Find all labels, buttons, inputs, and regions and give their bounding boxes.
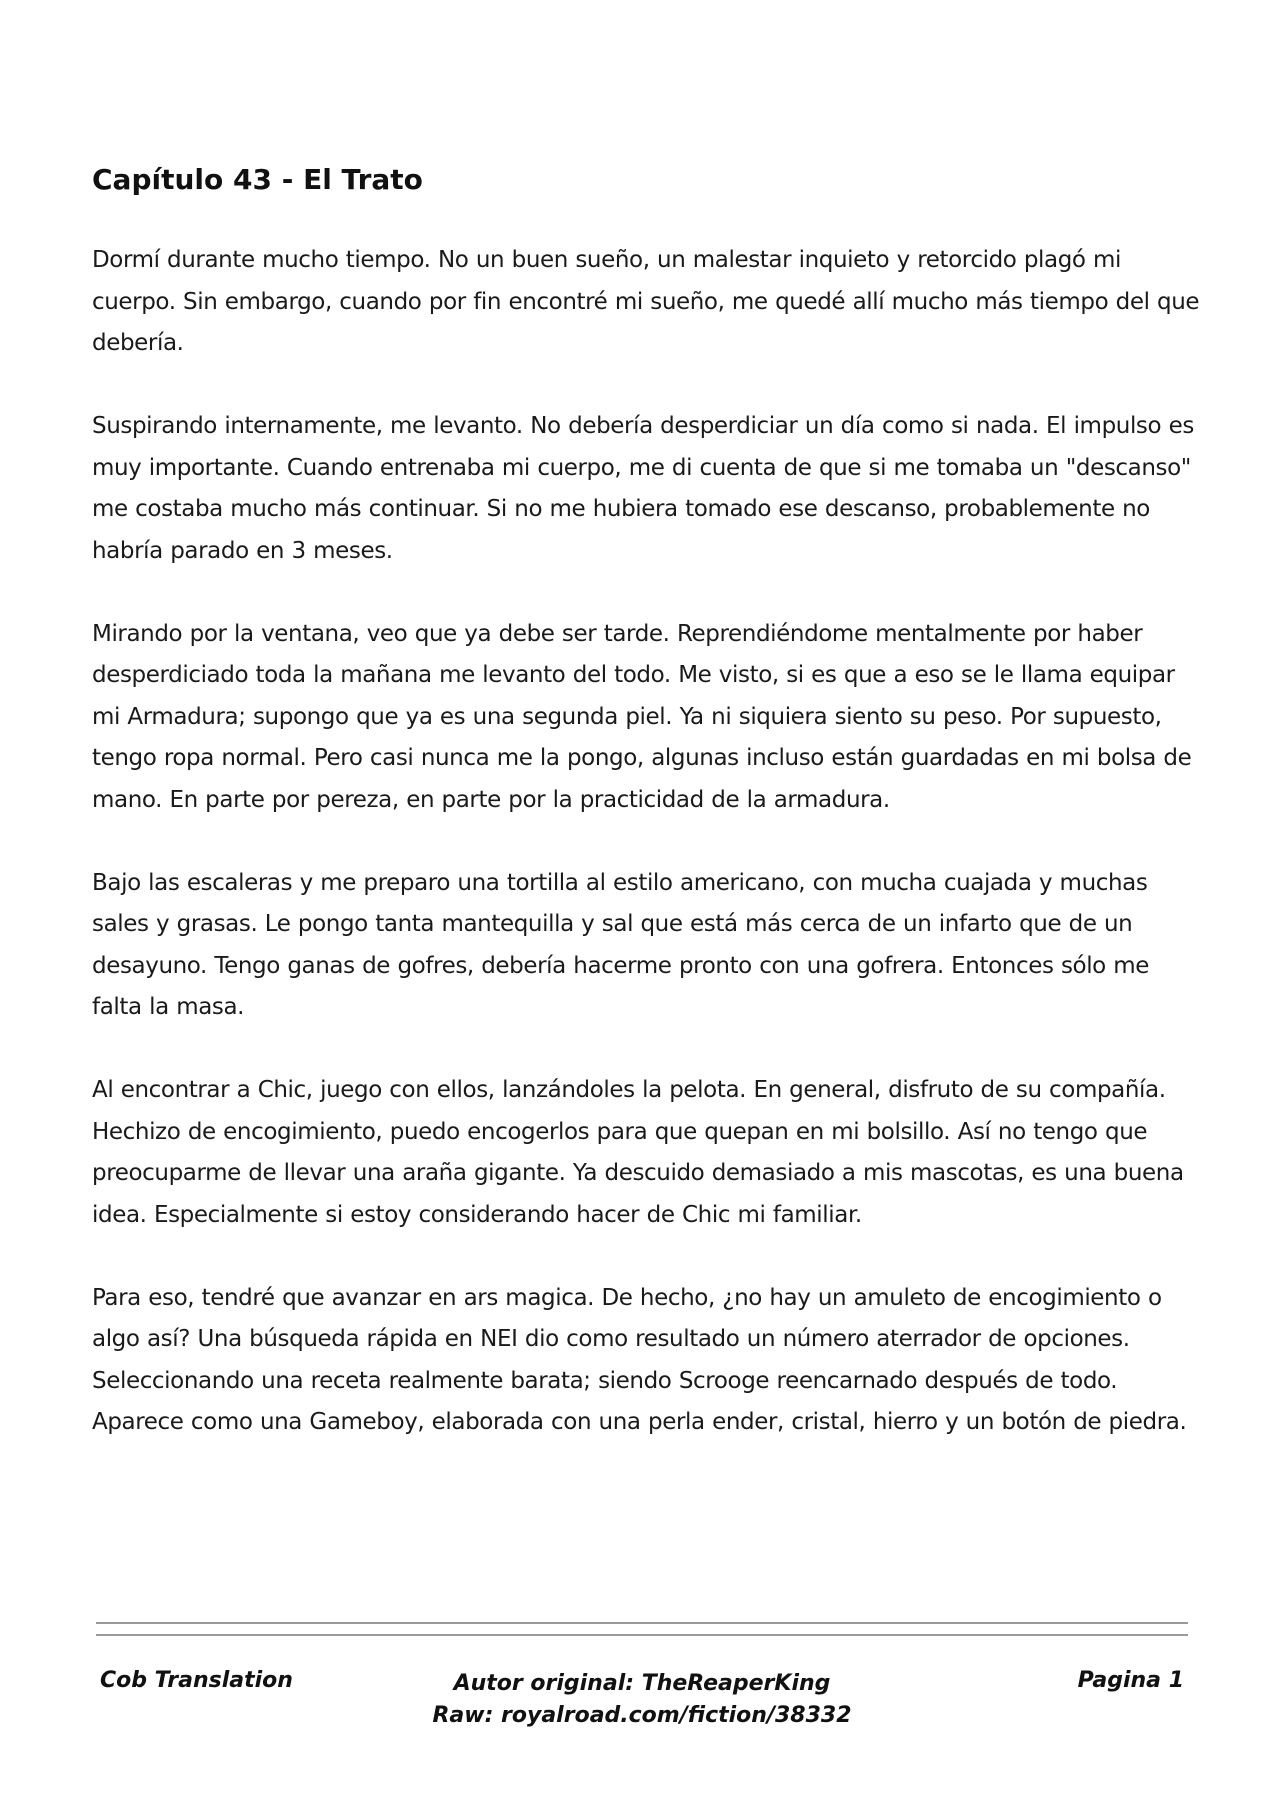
- chapter-title: Capítulo 43 - El Trato: [92, 163, 423, 196]
- footer-original-author: Autor original: TheReaperKing: [453, 1671, 831, 1696]
- paragraph-3: Mirando por la ventana, veo que ya debe ser tarde. Reprendiéndome mentalmente por haber desperdiciado toda la mañana me levanto del todo. Me visto, si es que a eso se le llama equipar mi Armadura; supongo que ya es una segunda piel. Ya ni siquiera siento su peso. Por supuesto, tengo ropa normal. Pero casi nunca me la pongo, algunas incluso están guardadas en mi bolsa de mano. En parte por pereza, en parte por la practicidad de la armadura.: [92, 620, 1192, 813]
- page-footer: [96, 1660, 1188, 1740]
- paragraph-4: Bajo las escaleras y me preparo una tortilla al estilo americano, con mucha cuajada y muchas sales y grasas. Le pongo tanta mantequilla y sal que está más cerca de un infarto que de un desayuno. Tengo ganas de gofres, debería hacerme pronto con una gofrera. Entonces sólo me falta la masa.: [92, 869, 1150, 1020]
- footer-divider-top: [96, 1622, 1188, 1624]
- footer-raw-source: Raw: royalroad.com/fiction/38332: [432, 1703, 852, 1728]
- paragraph-5: Al encontrar a Chic, juego con ellos, lanzándoles la pelota. En general, disfruto de su compañía. Hechizo de encogimiento, puedo encogerlos para que quepan en mi bolsillo. Así no tengo que preocuparme de llevar una araña gigante. Ya descuido demasiado a mis mascotas, es una buena idea. Especialmente si estoy considerando hacer de Chic mi familiar.: [92, 1077, 1184, 1228]
- footer-translator-credit: Cob Translation: [100, 1668, 293, 1693]
- page-number: Pagina 1: [1077, 1668, 1184, 1693]
- paragraph-2: Suspirando internamente, me levanto. No debería desperdiciar un día como si nada. El impulso es muy importante. Cuando entrenaba mi cuerpo, me di cuenta de que si me tomaba un "descanso" me costaba mucho más continuar. Si no me hubiera tomado ese descanso, probablemente no habría parado en 3 meses.: [92, 413, 1194, 564]
- paragraph-6: Para eso, tendré que avanzar en ars magica. De hecho, ¿no hay un amuleto de encogimiento o algo así? Una búsqueda rápida en NEI dio como resultado un número aterrador de opciones. Seleccionando una receta realmente barata; siendo Scrooge reencarnado después de todo. Aparece como una Gameboy, elaborada con una perla ender, cristal, hierro y un botón de piedra.: [92, 1284, 1187, 1435]
- paragraph-1: Dormí durante mucho tiempo. No un buen sueño, un malestar inquieto y retorcido plagó mi cuerpo. Sin embargo, cuando por fin encontré mi sueño, me quedé allí mucho más tiempo del que debería.: [92, 247, 1200, 356]
- footer-source-credit: [96, 1668, 1188, 1732]
- footer-divider-bottom: [96, 1634, 1188, 1636]
- document-body: [92, 160, 1202, 1485]
